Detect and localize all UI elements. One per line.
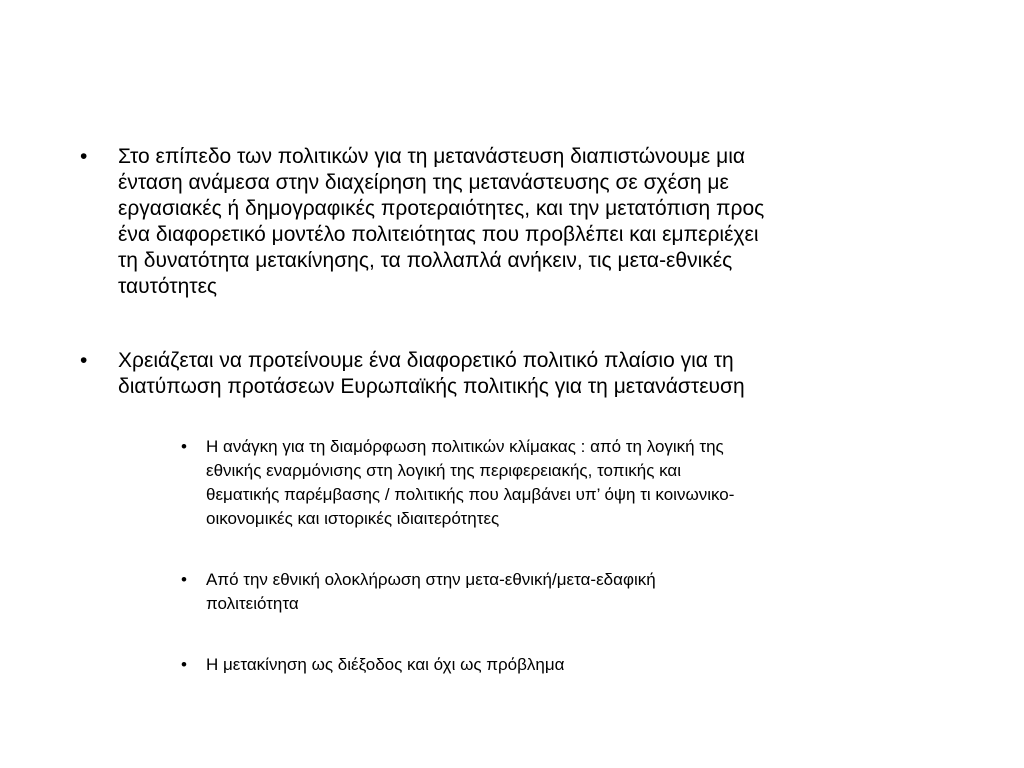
text-line: Στο επίπεδο των πολιτικών για τη μετανάστευση διαπιστώνουμε μια — [118, 145, 745, 168]
bullet-text — [118, 348, 920, 400]
sub-bullet-item — [181, 653, 931, 677]
sub-bullet-item — [181, 435, 931, 531]
bullet-dot-icon: • — [181, 570, 187, 589]
main-bullet-list — [80, 348, 920, 400]
text-line: Χρειάζεται να προτείνουμε ένα διαφορετικό πολιτικό πλαίσιο για τη — [118, 349, 734, 372]
sub-bullet-list — [181, 653, 931, 677]
text-line: εθνικής εναρμόνισης στη λογική της περιφερειακής, τοπικής και — [206, 461, 682, 480]
bullet-dot-icon: • — [80, 145, 88, 168]
text-line: ταυτότητες — [118, 275, 218, 298]
text-line: πολιτειότητα — [206, 594, 299, 613]
bullet-dot-icon: • — [181, 437, 187, 456]
text-line: ένα διαφορετικό μοντέλο πολιτειότητας που προβλέπει και εμπεριέχει — [118, 223, 759, 246]
sub-bullet-list — [181, 568, 931, 616]
text-line: διατύπωση προτάσεων Ευρωπαϊκής πολιτικής για τη μετανάστευση — [118, 375, 745, 398]
main-bullet-list — [80, 144, 920, 300]
text-line: εργασιακές ή δημογραφικές προτεραιότητες, και την μετατόπιση προς — [118, 197, 765, 220]
text-line: τη δυνατότητα μετακίνησης, τα πολλαπλά ανήκειν, τις μετα-εθνικές — [118, 249, 733, 272]
main-bullet-item — [80, 348, 920, 400]
bullet-dot-icon: • — [181, 655, 187, 674]
sub-bullet-item — [181, 568, 931, 616]
text-line: θεματικής παρέμβασης / πολιτικής που λαμβάνει υπ’ όψη τι κοινωνικο- — [206, 485, 735, 504]
text-line: οικονομικές και ιστορικές ιδιαιτερότητες — [206, 509, 500, 528]
bullet-text — [206, 568, 931, 616]
main-bullet-item — [80, 144, 920, 300]
bullet-dot-icon: • — [80, 349, 88, 372]
text-line: ένταση ανάμεσα στην διαχείρηση της μετανάστευσης σε σχέση με — [118, 171, 729, 194]
bullet-text — [118, 144, 920, 300]
text-line: Από την εθνική ολοκλήρωση στην μετα-εθνική/μετα-εδαφική — [206, 570, 656, 589]
bullet-text — [206, 653, 931, 677]
bullet-text — [206, 435, 931, 531]
text-line: Η ανάγκη για τη διαμόρφωση πολιτικών κλίμακας : από τη λογική της — [206, 437, 724, 456]
text-line: Η μετακίνηση ως διέξοδος και όχι ως πρόβλημα — [206, 655, 565, 674]
sub-bullet-list — [181, 435, 931, 531]
